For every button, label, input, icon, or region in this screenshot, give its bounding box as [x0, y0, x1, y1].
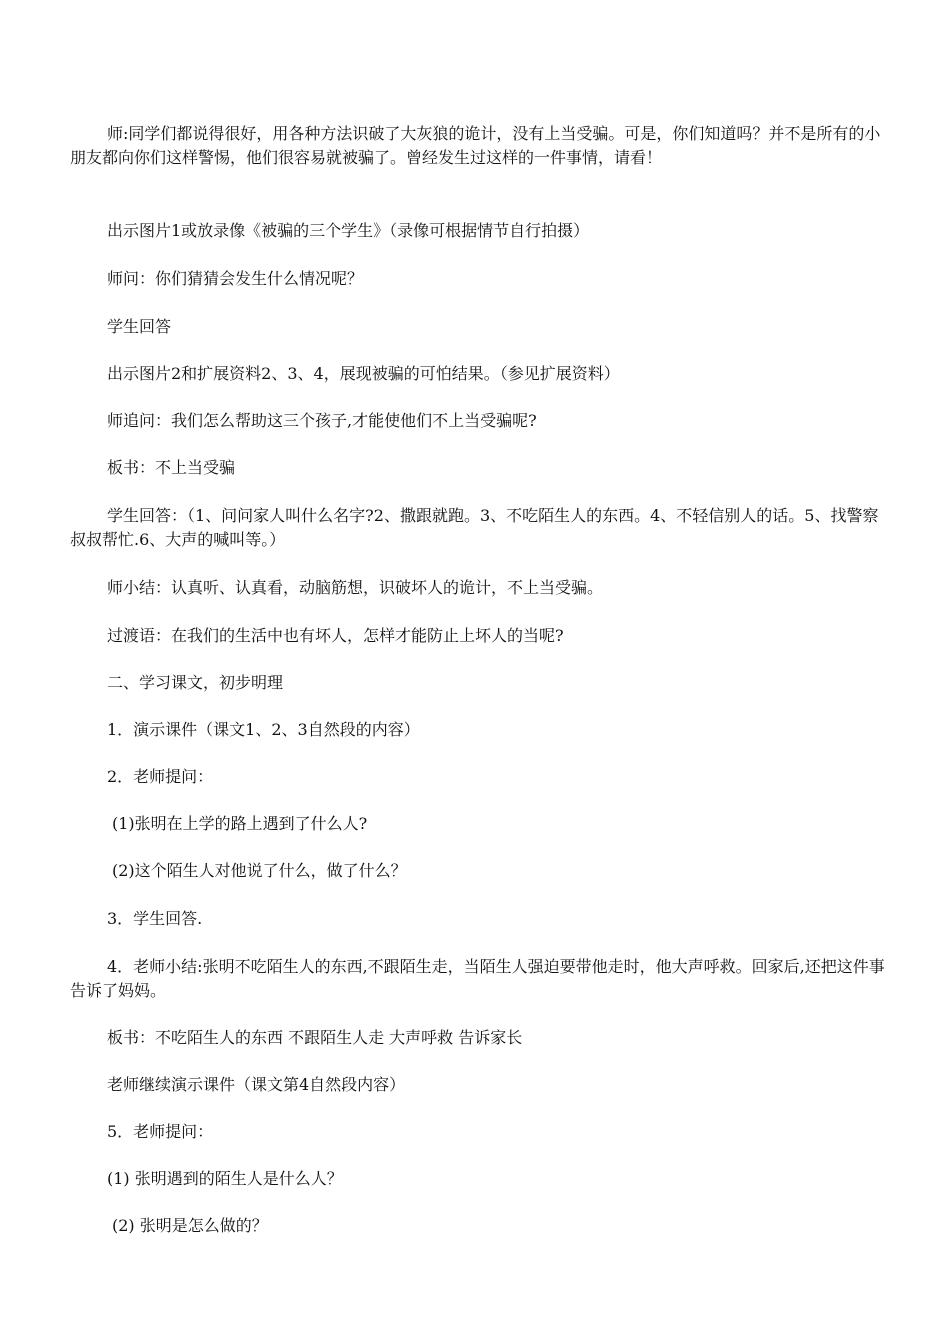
paragraph-student-answer: 学生回答	[107, 317, 172, 336]
paragraph-teacher-follow-up: 师追问：我们怎么帮助这三个孩子,才能使他们不上当受骗呢?	[107, 411, 537, 430]
paragraph-teacher-question: 师问：你们猜猜会发生什么情况呢？	[107, 269, 364, 288]
paragraph-step-4: 4．老师小结:张明不吃陌生人的东西,不跟陌生走，当陌生人强迫要带他走时，他大声呼救。回家后,还把这件事告诉了妈妈。	[70, 957, 885, 1000]
paragraph-step-2: 2．老师提问：	[107, 767, 214, 786]
paragraph-transition: 过渡语：在我们的生活中也有坏人，怎样才能防止上坏人的当呢?	[107, 626, 564, 645]
section-heading: 二、学习课文，初步明理	[107, 673, 284, 692]
paragraph-step-1: 1．演示课件（课文1、2、3自然段的内容）	[107, 720, 420, 739]
paragraph-blackboard-1: 板书：不上当受骗	[107, 458, 236, 477]
paragraph-blackboard-2: 板书：不吃陌生人的东西 不跟陌生人走 大声呼救 告诉家长	[107, 1028, 523, 1047]
paragraph-step-3: 3．学生回答.	[107, 909, 203, 928]
paragraph-show-picture-1: 出示图片1或放录像《被骗的三个学生》（录像可根据情节自行拍摄）	[107, 221, 590, 240]
paragraph-step-5: 5．老师提问：	[107, 1122, 214, 1141]
paragraph-question-4: (2) 张明是怎么做的？	[112, 1216, 268, 1235]
paragraph-teacher-summary: 师小结：认真听、认真看，动脑筋想，识破坏人的诡计，不上当受骗。	[107, 578, 604, 597]
paragraph-question-1: (1)张明在上学的路上遇到了什么人?	[112, 814, 368, 833]
paragraph-show-picture-2: 出示图片2和扩展资料2、3、4，展现被骗的可怕结果。（参见扩展资料）	[107, 364, 620, 383]
paragraph-teacher-intro: 师:同学们都说得很好，用各种方法识破了大灰狼的诡计，没有上当受骗。可是，你们知道吗？并不是所有的小朋友都向你们这样警惕，他们很容易就被骗了。曾经发生过这样的一件事情，请看！	[70, 124, 881, 167]
paragraph-continue-courseware: 老师继续演示课件（课文第4自然段内容）	[107, 1075, 406, 1094]
paragraph-question-2: (2)这个陌生人对他说了什么，做了什么？	[112, 861, 407, 880]
paragraph-question-3: (1) 张明遇到的陌生人是什么人？	[107, 1169, 343, 1188]
paragraph-student-answers-list: 学生回答：（1、问问家人叫什么名字?2、撒跟就跑。3、不吃陌生人的东西。4、不轻信别人的话。5、找警察叔叔帮忙.6、大声的喊叫等。）	[70, 506, 879, 549]
